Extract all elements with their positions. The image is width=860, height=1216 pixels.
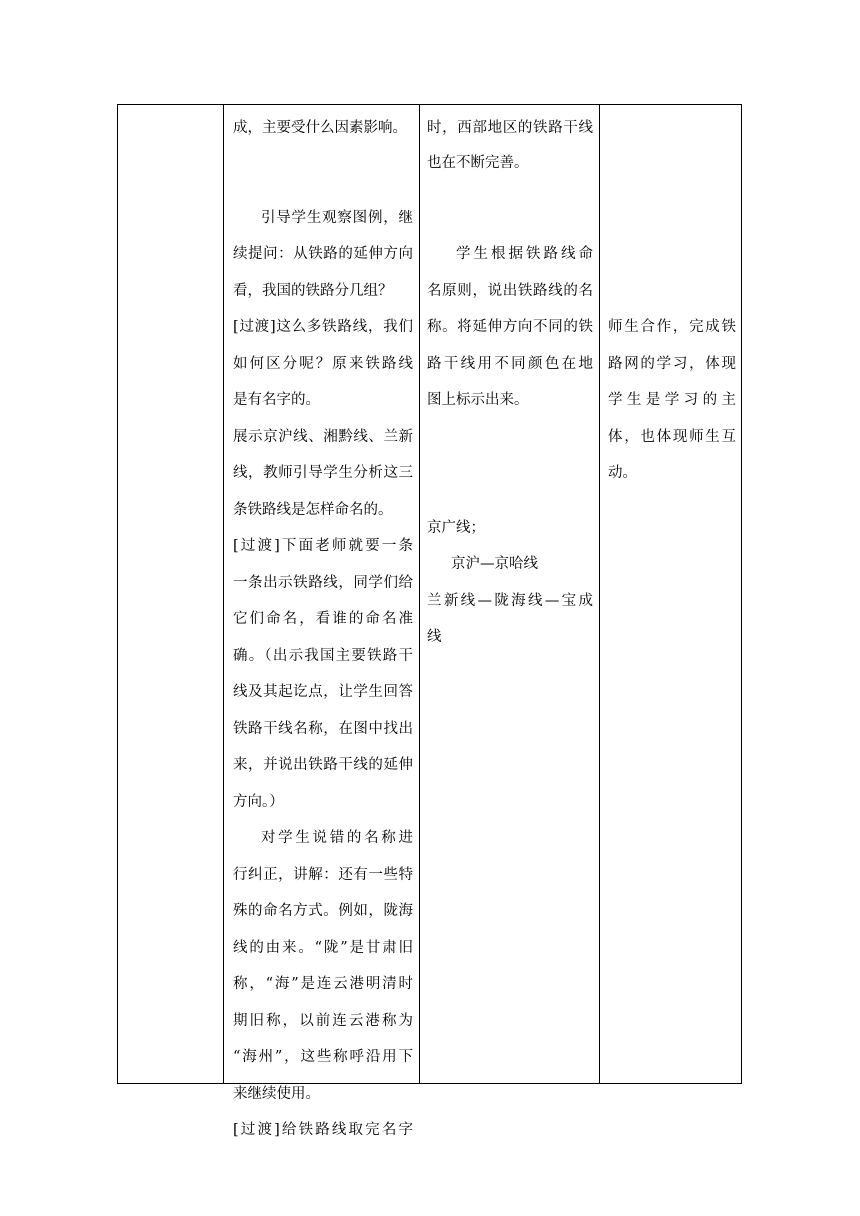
- col2-line: 方向。）: [233, 794, 284, 810]
- col2-line: 是有名字的。: [233, 392, 320, 408]
- student-activity-text: [420, 105, 599, 1083]
- col3-line: 京沪—京哈线: [451, 556, 538, 572]
- col2-line: 殊的命名方式。例如，陇海: [233, 903, 413, 919]
- col3-line: 线: [427, 629, 442, 645]
- design-intent-text: [600, 105, 741, 1083]
- col4-line: 师生合作，完成铁: [608, 319, 736, 335]
- col2-line: 线及其起讫点，让学生回答: [233, 684, 413, 700]
- col2-line: 行纠正，讲解：还有一些特: [233, 867, 413, 883]
- col2-line: 条铁路线是怎样命名的。: [233, 502, 393, 518]
- col2-line: 确。（出示我国主要铁路干: [233, 648, 413, 664]
- col3-line: 图上标示出来。: [427, 392, 529, 408]
- col3-line: 时，西部地区的铁路干线: [427, 120, 593, 136]
- col2-line: 展示京沪线、湘黔线、兰新: [233, 429, 413, 445]
- col4-line: 路网的学习，体现: [608, 356, 736, 372]
- col2-line: 成，主要受什么因素影响。: [233, 120, 407, 136]
- col2-line: 看，我国的铁路分几组？: [233, 283, 393, 299]
- col2-line: [过渡]给铁路线取完名字: [233, 1122, 413, 1138]
- col2-line: 铁路干线名称，在图中找出: [233, 721, 413, 737]
- teacher-activity-text: [224, 105, 419, 1138]
- col2-line: [过渡]这么多铁路线，我们: [233, 319, 413, 335]
- col2-line: “海州”，这些称呼沿用下: [233, 1049, 413, 1065]
- col3-line: 称。将延伸方向不同的铁: [427, 319, 593, 335]
- col2-line: 引导学生观察图例，继: [261, 210, 413, 226]
- col2-line: 如何区分呢？原来铁路线: [233, 356, 413, 372]
- col3-line: 学生根据铁路线命: [456, 246, 593, 262]
- col2-line: 来继续使用。: [233, 1086, 320, 1102]
- col2-line: [过渡]下面老师就要一条: [233, 538, 413, 554]
- table-cell-col1: [117, 104, 223, 1084]
- col4-line: 动。: [608, 465, 637, 481]
- table-cell-student-activity: [419, 104, 599, 1084]
- table-cell-design-intent: [599, 104, 742, 1084]
- col3-line: 兰新线—陇海线—宝成: [427, 593, 593, 609]
- col3-line: 名原则，说出铁路线的名: [427, 283, 593, 299]
- col2-line: 期旧称，以前连云港称为: [233, 1013, 413, 1029]
- col2-line: 线，教师引导学生分析这三: [233, 465, 413, 481]
- col4-line: 学生是学习的主: [608, 392, 736, 408]
- col3-line: 京广线；: [427, 520, 485, 536]
- col2-line: 称，“海”是连云港明清时: [233, 976, 413, 992]
- table-cell-teacher-activity: [223, 104, 419, 1138]
- col2-line: 一条出示铁路线，同学们给: [233, 575, 413, 591]
- col2-line: 对学生说错的名称进: [261, 830, 413, 846]
- col2-line: 来，并说出铁路干线的延伸: [233, 757, 413, 773]
- col2-line: 线的由来。“陇”是甘肃旧: [233, 940, 413, 956]
- col2-line: 续提问：从铁路的延伸方向: [233, 246, 413, 262]
- col4-line: 体，也体现师生互: [608, 429, 736, 445]
- col3-line: 也在不断完善。: [427, 155, 529, 171]
- col2-line: 它们命名，看谁的命名准: [233, 611, 413, 627]
- col3-line: 路干线用不同颜色在地: [427, 356, 593, 372]
